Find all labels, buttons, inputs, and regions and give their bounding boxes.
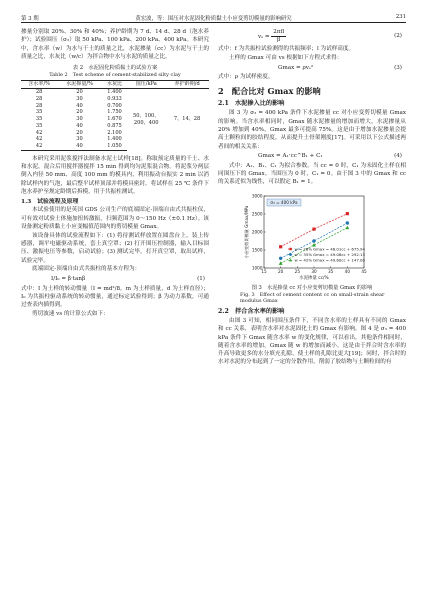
table-cell: 1.400 [107, 89, 122, 96]
data-point [312, 227, 315, 230]
table-cell: 30 [76, 96, 83, 102]
y-axis-label: 小应变剪切模量 Gmax/MPa [244, 205, 249, 259]
table-header-cell: 水泥掺量/% [57, 80, 102, 89]
page-header [21, 9, 406, 23]
paragraph: 该设备具体的试验流程如下：(1) 将待测试样放置在圆盘台上，装上传感器，调平电磁驱动系统，套上真空罩；(2) 打开围压控制器，输入目标围压、激振电压等参数，启动试验；(3) 测试完毕，打开真空罩，取出试样，试验完毕。 [21, 232, 209, 264]
table-cell: 40 [57, 143, 102, 150]
section-heading: 2.2 拌合含水率的影响 [218, 307, 285, 315]
issue-number: 第 3 期 [21, 16, 39, 22]
data-point [312, 239, 315, 242]
table-header-row [21, 80, 209, 89]
equation-lhs: vₛ = [258, 34, 270, 40]
legend-series-name: w = 42% [294, 257, 313, 263]
data-point [279, 245, 282, 248]
equation-number: (1) [197, 276, 205, 283]
table-cell: 0.875 [107, 122, 122, 129]
y-tick-label: 2000 [251, 229, 263, 235]
x-tick-label: 30 [311, 268, 317, 274]
section-heading: 1.3 试验流程及原理 [21, 198, 79, 206]
x-tick-label: 20 [277, 268, 284, 274]
equation-number: (2) [394, 33, 402, 40]
left-column [21, 28, 209, 319]
table-cell: 1.050 [102, 143, 127, 150]
paragraph: 式中：f 为共振柱试验测得的共振频率；l 为试样高度。 [218, 46, 355, 52]
paragraph: 掺量分别取 20%、30% 和 40%；养护龄期为 7 d、14 d、28 d（泡水养护）；试验围压（σ₃）取 50 kPa、100 kPa、200 kPa、400 kPa。本研究中，含水率（w）为水与干土的质量之比，水泥掺量（cc）为水泥与干土的质量之比，水灰比（w/c）为拌合物中水与水泥的质量之比。 [21, 29, 209, 60]
legend-marker [289, 253, 292, 256]
equation-2 [218, 28, 406, 45]
fraction-numerator: 2πfl [273, 29, 285, 35]
y-tick-label: 2500 [251, 211, 263, 217]
table-cell: 0.933 [107, 96, 122, 102]
page-number: 231 [395, 14, 406, 20]
data-point [346, 212, 349, 215]
data-point [279, 256, 282, 259]
paragraph: 式中：I 为土样的转动惯量（I = md²/8，m 为土样质量，d 为土样直径）；I₀ 为共振柱驱动系统的转动惯量，通过标定试验得到；β 为动力系数，可通过查表内插得到。 [21, 285, 209, 309]
table-header-cell: 围压/kPa [127, 80, 165, 89]
table-cell: 1.400 [107, 136, 122, 143]
table-cell: 20 [76, 129, 83, 136]
legend-series-name: w = 28% [294, 246, 313, 252]
table-cell: 42 [35, 136, 43, 143]
annotation-label: σ₃ = 400 kPa [270, 199, 298, 205]
equation-number: (4) [394, 153, 402, 160]
x-axis-label: 水泥掺量 cc/% [299, 275, 329, 281]
paragraph: 由图 3 可知，相同围压条件下，不同含水率的土样具有不同的 Gmax 和 cc 关系，表明含水率对水泥固化土的 Gmax 有影响。图 4 是 σ₃ = 400 kPa 条件下 Gmax 随含水率 w 的变化规律，可以看出，其他条件相同时，随着含水率的增加，Gmax 随 w 的增加而减小，这是由于拌合时含水率的升高导致更多的水分填充孔隙，使土样的孔隙比更大[19]；同时，拌合时的水对水泥的分布起到了一定的分散作用，削弱了胶结物与土颗粒间的有 [218, 317, 406, 366]
equation-body: Gmax = A₁·cc^B₁ + C₁ [258, 153, 323, 160]
table-cell: 20 [76, 89, 83, 96]
data-point [346, 221, 349, 224]
x-tick-label: 35 [327, 268, 334, 274]
section-heading: 2.1 水泥掺入比的影响 [218, 100, 285, 108]
equation-body: I/I₀ = β·tanβ [51, 276, 86, 283]
figure-caption-en: Fig. 3 Effect of cement content cc on small-strain shear modulus Gmax [240, 291, 385, 305]
table-cell: 0.700 [107, 102, 122, 109]
table-cell: 1.670 [107, 116, 122, 123]
table-header-cell: 养护龄期/d [165, 80, 209, 89]
table-cell: 2.100 [107, 129, 122, 136]
fraction-denominator: β [277, 37, 281, 43]
table-cell: 28 [35, 102, 43, 109]
y-tick-label: 3000 [251, 193, 263, 199]
legend-series-name: w = 35% [294, 251, 313, 257]
legend-marker [289, 247, 291, 249]
paragraph: 土样的 Gmax 可由 vs 根据如下方程式求得： [229, 54, 343, 61]
table-caption-cn: 表 2 水泥固化粉质黏土的试验方案 [72, 65, 158, 72]
x-tick-label: 25 [294, 268, 301, 274]
test-scheme-table [21, 80, 209, 151]
paragraph: 图 3 为 σ₃ = 400 kPa 条件下水泥掺量 cc 对小应变剪切模量 Gmax 的影响。当含水率相同时，Gmax 随水泥掺量的增加而增大，水泥掺量从 20% 增加到 40%，Gmax 最多可提高 75%。这是由于增加水泥掺量会提高土颗粒间的胶结程度，从而提升土骨架刚度[17]。可采用以下公式描述两者间的相关关系： [218, 110, 406, 150]
figure-3 [218, 190, 406, 285]
table-cell: 42 [21, 143, 57, 150]
legend-fit-equation: Gmax = 46.01cc + 675.94 [313, 246, 365, 252]
table-cell: 40 [76, 102, 83, 109]
paragraph: 本研究采用泥浆搅拌法制备水泥土试样[18]。称取预定质量的干土、水和水泥，混合后用搅拌器搅拌 15 min 得到均匀泥浆混合物。将泥浆分两层倒入内径 50 mm、高度 100 mm 的模具内，利用振动台振实 2 min 以消除试样内的气泡，最后整平试样顶部并将模具密封。将试样在 25 ℃ 条件下泡水养护至规定龄期后拆模，用于共振柱测试。 [21, 155, 209, 195]
table-cell: 30 [76, 136, 83, 143]
table-cell: 35 [35, 116, 43, 123]
table-cell: 1.750 [107, 109, 122, 116]
table-cell: 42 [35, 129, 43, 136]
section-heading-2: 2 配合比对 Gmax 的影响 [218, 86, 321, 97]
legend-fit-equation: Gmax = 49.08cc + 292.13 [313, 251, 365, 257]
equation-body: Gmax = ρvₛ² [278, 64, 314, 71]
table-cell: 35 [35, 109, 43, 116]
x-tick-label: 40 [344, 268, 351, 274]
paragraph: 本试验使用的是英国 GDS 公司生产的底端固定-顶端自由式共振柱仪，可有效对试验土体施加扭转激振，扫频范围为 0～150 Hz（±0.1 Hz）。该设备测定粉质黏土小应变幅值范围内的剪切模量 Gmax。 [21, 207, 209, 230]
equation-body [258, 29, 286, 44]
table-cell: 20 [76, 109, 83, 116]
table-merged-cell: 7、14、28 [173, 116, 201, 123]
paragraph: 式中：A₁、B₁、C₁ 为拟合参数。当 cc = 0 时，C₁ 为未固化土样在相同围压下的 Gmax。当围压为 0 时，C₁ = 0。由于图 3 中的 Gmax 和 cc 的关系近似为线性，可以假定 B₁ = 1。 [218, 162, 406, 186]
data-point [345, 225, 349, 228]
table-merged-cell: 50、100、200、400 [132, 113, 160, 126]
equation-3 [218, 63, 406, 73]
paragraph: 底端固定-顶端自由式共振柱的基本方程为： [32, 266, 141, 273]
x-tick-label: 15 [261, 268, 267, 274]
cement-content-chart [218, 190, 406, 285]
data-point [279, 261, 283, 264]
table-cell: 28 [35, 96, 43, 102]
table-caption-en: Table 2 Test scheme of cement-stabilized silty clay [49, 72, 181, 79]
table-cell: 40 [76, 122, 83, 129]
table-cell: 28 [35, 89, 43, 96]
paragraph: 剪切波速 vs 的计算公式如下： [32, 310, 109, 317]
equation-1 [21, 274, 209, 284]
table-header-cell: 含水率/% [21, 80, 57, 89]
legend-fit-equation: Gmax = 49.60cc + 147.00 [313, 257, 365, 263]
right-column [218, 28, 406, 367]
table-row [21, 89, 209, 96]
fraction [271, 29, 286, 44]
table-cell: 35 [35, 122, 43, 129]
paragraph: 式中：ρ 为试样密度。 [218, 73, 274, 80]
table-cell: 30 [76, 116, 83, 123]
figure-caption-cn: 图 3 水泥掺量 cc 对小应变剪切模量 Gmax 的影响 [251, 284, 373, 291]
y-tick-label: 1500 [251, 247, 263, 253]
equation-4 [218, 151, 406, 161]
equation-number: (3) [394, 64, 402, 71]
y-tick-label: 1000 [251, 265, 263, 271]
running-title: 黄宏波，等：围压对水泥固化粉质黏土小应变剪切模量的影响研究 [135, 16, 292, 22]
x-tick-label: 45 [361, 268, 367, 274]
table-header-cell: 水灰比 [102, 80, 127, 89]
